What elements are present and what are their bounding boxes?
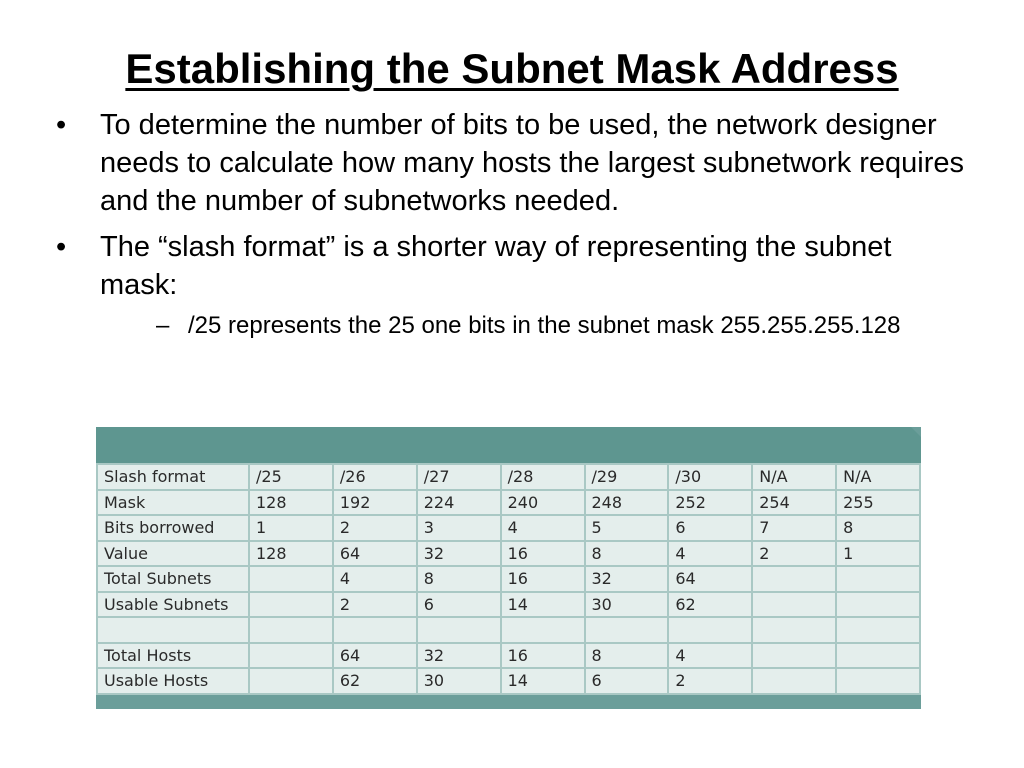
- table-cell: 62: [669, 593, 751, 617]
- table-cell: 8: [586, 542, 668, 566]
- subnet-table: [96, 463, 921, 695]
- bullet-dot-icon: •: [56, 231, 67, 263]
- table-cell: 62: [334, 669, 416, 693]
- row-label: Bits borrowed: [98, 516, 248, 540]
- table-cell: 3: [418, 516, 500, 540]
- table-cell: 30: [418, 669, 500, 693]
- table-cell: 6: [418, 593, 500, 617]
- table-row: [98, 593, 919, 617]
- table-cell: 8: [586, 644, 668, 668]
- table-cell: 2: [753, 542, 835, 566]
- table-cell: 6: [669, 516, 751, 540]
- table-cell: 2: [669, 669, 751, 693]
- table-cell: 252: [669, 491, 751, 515]
- table-cell: [753, 644, 835, 668]
- table-cell: /27: [418, 465, 500, 489]
- slide-title: Establishing the Subnet Mask Address: [125, 45, 899, 92]
- table-cell: [418, 618, 500, 642]
- row-label: Total Subnets: [98, 567, 248, 591]
- bullet-dot-icon: •: [56, 109, 67, 141]
- bullet-text: The “slash format” is a shorter way of representing the subnet mask:: [100, 231, 892, 301]
- bullet-list: [56, 106, 966, 350]
- table-row: [98, 567, 919, 591]
- table-cell: 7: [753, 516, 835, 540]
- table-cell: 248: [586, 491, 668, 515]
- table-cell: 2: [334, 516, 416, 540]
- table-cell: 8: [418, 567, 500, 591]
- bullet-item: [56, 228, 966, 342]
- table-cell: 6: [586, 669, 668, 693]
- table-cell: 4: [502, 516, 584, 540]
- table-cell: 128: [250, 491, 332, 515]
- table-cell: [753, 567, 835, 591]
- table-cell: 30: [586, 593, 668, 617]
- table-cell: 32: [586, 567, 668, 591]
- table-cell: 224: [418, 491, 500, 515]
- table-row: [98, 669, 919, 693]
- row-label: Mask: [98, 491, 248, 515]
- table-cell: 64: [334, 644, 416, 668]
- table-cell: [502, 618, 584, 642]
- row-label: Usable Subnets: [98, 593, 248, 617]
- table-row: [98, 516, 919, 540]
- table-cell: /29: [586, 465, 668, 489]
- bullet-text: To determine the number of bits to be used, the network designer needs to calculate how many hosts the largest subnetwork requires and the number of subnetworks needed.: [100, 109, 965, 217]
- table-row: [98, 465, 919, 489]
- row-label: [98, 618, 248, 642]
- table-cell: 8: [837, 516, 919, 540]
- table-cell: 1: [250, 516, 332, 540]
- table-cell: [837, 593, 919, 617]
- table-cell: 2: [334, 593, 416, 617]
- table-cell: /25: [250, 465, 332, 489]
- table-cell: [250, 644, 332, 668]
- table-cell: 255: [837, 491, 919, 515]
- table-cell: 5: [586, 516, 668, 540]
- table-cell: 14: [502, 593, 584, 617]
- table-cell: [753, 669, 835, 693]
- table-cell: [753, 618, 835, 642]
- table-cell: 64: [334, 542, 416, 566]
- subnet-table-panel: [96, 427, 921, 709]
- table-cell: 32: [418, 644, 500, 668]
- table-cell: [250, 593, 332, 617]
- table-cell: [753, 593, 835, 617]
- table-cell: 4: [334, 567, 416, 591]
- table-cell: 14: [502, 669, 584, 693]
- table-cell: [250, 567, 332, 591]
- table-row: [98, 491, 919, 515]
- table-cell: /30: [669, 465, 751, 489]
- table-cell: 1: [837, 542, 919, 566]
- table-row: [98, 542, 919, 566]
- table-cell: 4: [669, 542, 751, 566]
- table-cell: 16: [502, 567, 584, 591]
- table-cell: [250, 669, 332, 693]
- table-cell: N/A: [753, 465, 835, 489]
- table-row: [98, 618, 919, 642]
- table-cell: /28: [502, 465, 584, 489]
- row-label: Total Hosts: [98, 644, 248, 668]
- table-cell: 16: [502, 644, 584, 668]
- table-cell: /26: [334, 465, 416, 489]
- sub-bullet-text: /25 represents the 25 one bits in the subnet mask 255.255.255.128: [188, 312, 901, 339]
- table-cell: [334, 618, 416, 642]
- table-cell: [837, 618, 919, 642]
- table-header-band: [96, 427, 921, 463]
- table-cell: [586, 618, 668, 642]
- sub-bullet-item: [144, 310, 966, 342]
- table-cell: 128: [250, 542, 332, 566]
- table-cell: 16: [502, 542, 584, 566]
- table-cell: 64: [669, 567, 751, 591]
- table-cell: 4: [669, 644, 751, 668]
- table-cell: [837, 567, 919, 591]
- table-cell: [669, 618, 751, 642]
- table-cell: 254: [753, 491, 835, 515]
- table-cell: [837, 669, 919, 693]
- dash-icon: –: [156, 312, 170, 339]
- table-row: [98, 644, 919, 668]
- table-cell: [837, 644, 919, 668]
- row-label: Slash format: [98, 465, 248, 489]
- row-label: Usable Hosts: [98, 669, 248, 693]
- table-cell: 32: [418, 542, 500, 566]
- table-cell: 192: [334, 491, 416, 515]
- table-cell: N/A: [837, 465, 919, 489]
- table-cell: 240: [502, 491, 584, 515]
- row-label: Value: [98, 542, 248, 566]
- table-cell: [250, 618, 332, 642]
- bullet-item: [56, 106, 966, 220]
